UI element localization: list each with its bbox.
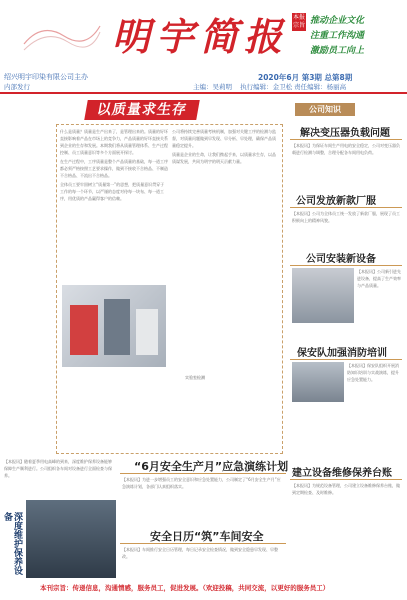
maintenance-photo bbox=[26, 500, 116, 578]
photo-caption: 实验室检测 bbox=[185, 375, 205, 380]
chief-editor: 主编：吴莉明 bbox=[193, 83, 232, 91]
motto-box bbox=[292, 13, 400, 61]
safety-text: 【本报讯】车间推行安全日历管理，每日记录安全检查情况，做到安全隐患早发现、早整改。 bbox=[122, 547, 278, 559]
main-article-col-right bbox=[172, 128, 277, 448]
sidebar-text: 【本报讯】保安队组织开展消防知识培训与实战演练，提升应急处置能力。 bbox=[347, 363, 399, 382]
lab-photo bbox=[62, 285, 166, 367]
fire-training-photo bbox=[292, 362, 344, 402]
safety-headline: 安全日历“筑”车间安全 bbox=[150, 530, 264, 543]
editors: 执行编辑：金卫松 责任编辑：杨丽高 bbox=[240, 83, 347, 91]
distribution-note: 内部发行 bbox=[4, 83, 30, 91]
motto-tag: 本报宗旨 bbox=[292, 14, 305, 29]
divider bbox=[290, 265, 402, 266]
issue-info: 2020年6月 第3期 总第8期 bbox=[258, 73, 353, 82]
footer-text: 本刊宗旨：传递信息，沟通情感，服务员工，促进发展。（欢迎投稿，共同交流，以更好的服务员工） bbox=[40, 584, 330, 592]
equipment-photo bbox=[292, 268, 354, 323]
divider bbox=[120, 473, 286, 474]
motto-line: 注重工作沟通 bbox=[310, 31, 365, 41]
vertical-headline-text: 深度维护保养设备 bbox=[2, 512, 22, 575]
sidebar-badge: 公司知识 bbox=[295, 103, 355, 116]
article-paragraph: 公司将持续完善质量考核机制，加强对关键工序的检测与监督，对质量问题做到早发现、早分析、早处理，确保产品质量稳定提升。 bbox=[172, 129, 276, 148]
motto-lines bbox=[310, 14, 364, 59]
sidebar-text: 【本报讯】公司为全体员工统一发放了新款厂服，展现了员工积极向上的精神风貌。 bbox=[292, 211, 400, 223]
main-article-banner: 以质量求生存 bbox=[84, 100, 200, 120]
publisher: 绍兴明宇印染有限公司主办 bbox=[4, 73, 88, 81]
sidebar-text: 【本报讯】公司新引进先进设备，提高了生产效率与产品质量。 bbox=[357, 269, 401, 288]
staff-credits bbox=[193, 82, 346, 91]
sidebar-text: 【本报讯】为规范设备管理，公司建立设备维修保养台账，做到定期检查、及时维修。 bbox=[292, 483, 400, 495]
sidebar-headline: 公司发放新款厂服 bbox=[296, 196, 376, 207]
motto-line: 推动企业文化 bbox=[310, 16, 365, 26]
sidebar-text: 【本报讯】为保证车间生产用电的安全稳定，公司对变压器负载进行检测与调整，合理分配各车间用电负荷。 bbox=[292, 143, 400, 155]
newspaper-title: 明宇简报 bbox=[112, 17, 289, 59]
divider bbox=[290, 207, 402, 208]
divider bbox=[120, 543, 286, 544]
sidebar-headline: 保安队加强消防培训 bbox=[297, 348, 387, 359]
sidebar-headline: 解决变压器负载问题 bbox=[300, 128, 390, 139]
lower-left-text: 【本报讯】随着夏季用电高峰的到来，深度维护保养设备能够保障生产顺利进行。公司组织各车间对设备进行全面检查与保养。 bbox=[4, 459, 112, 478]
header-rule bbox=[0, 92, 407, 94]
sidebar-headline: 公司安装新设备 bbox=[306, 254, 376, 265]
vertical-headline bbox=[4, 512, 22, 578]
article-paragraph: 质量是企业的生命，让我们携起手来，以质量求生存，以品质谋发展，共同为明宇的明天贡献力量。 bbox=[172, 152, 276, 164]
divider bbox=[290, 359, 402, 360]
article-paragraph: 全体员工要牢固树立“质量第一”的思想，把质量意识贯穿于工作的每一个环节，以严谨的态度对待每一块布、每一道工序，用优质的产品赢得客户的信赖。 bbox=[60, 182, 165, 201]
sidebar-headline: 建立设备维修保养台账 bbox=[292, 468, 392, 479]
divider bbox=[290, 479, 402, 480]
article-paragraph: 在生产过程中，工序质量是整个产品质量的基础，每一道工序都必须严格按照工艺要求操作，做到不接收不合格品、不制造不合格品、不流出不合格品。 bbox=[60, 159, 168, 178]
article-paragraph: 什么是质量？质量是生产出来了，是管理出来的。质量的好坏直接影响着产品在市场上的竞争力，产品质量的好坏直接关系到企业的生存和发展。本期我们将从质量管理体系、生产过程控制、员工质量意识等多个方面展开探讨。 bbox=[60, 129, 168, 155]
divider bbox=[290, 139, 402, 140]
masthead-ornament bbox=[22, 14, 102, 54]
motto-line: 激励员工向上 bbox=[310, 46, 365, 56]
drill-headline: “6月安全生产月”应急演练计划 bbox=[134, 460, 289, 473]
drill-text: 【本报讯】为进一步增强员工的安全意识和应急处置能力，公司制定了“6月安全生产月”应急演练计划，各部门认真组织落实。 bbox=[122, 477, 281, 489]
